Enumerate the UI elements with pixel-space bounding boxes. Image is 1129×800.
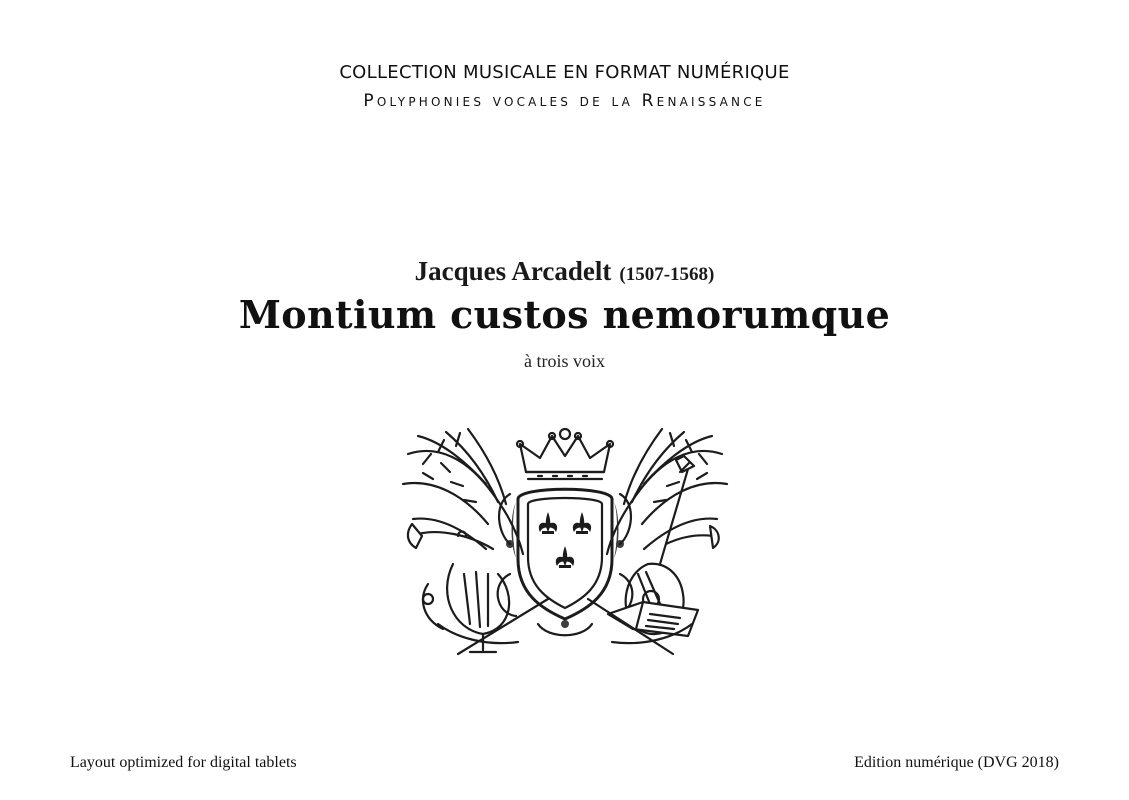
fleur-de-lis-bottom	[556, 546, 574, 568]
composer-dates: (1507-1568)	[619, 264, 715, 285]
work-title: Montium custos nemorumque	[238, 292, 891, 337]
footer-edition-note: Edition numérique (DVG 2018)	[854, 754, 1059, 771]
collection-title: COLLECTION MUSICALE EN FORMAT NUMÉRIQUE	[339, 62, 790, 83]
composer-line	[0, 256, 1129, 287]
footer-layout-note: Layout optimized for digital tablets	[70, 754, 297, 771]
series-subtitle: Polyphonies vocales de la Renaissance	[363, 91, 766, 111]
crown	[520, 436, 610, 472]
composer-name: Jacques Arcadelt	[414, 256, 612, 286]
royal-emblem-engraving	[398, 424, 732, 656]
fleur-de-lis-right	[573, 512, 591, 534]
music-book	[608, 602, 698, 636]
voicing-label: à trois voix	[524, 351, 605, 371]
fleur-de-lis-left	[539, 512, 557, 534]
